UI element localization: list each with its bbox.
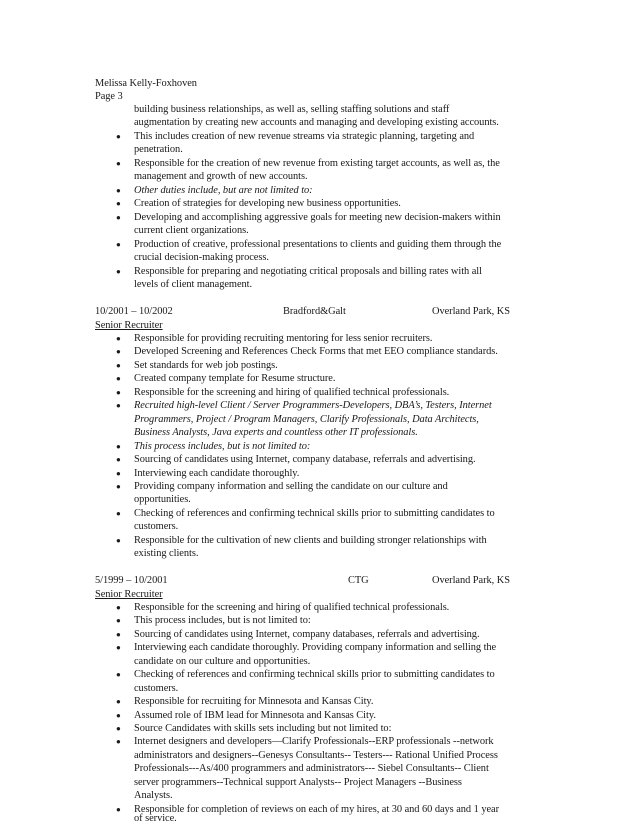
bullet-icon: ● — [116, 603, 121, 612]
bullet-icon: ● — [116, 616, 121, 625]
job-bullet-line: Source Candidates with skills sets including but not limited to: — [134, 723, 392, 734]
job-bullet-line: Set standards for web job postings. — [134, 360, 278, 371]
job-location: Overland Park, KS — [432, 306, 510, 317]
job-dates: 5/1999 – 10/2001 — [95, 575, 168, 586]
job-bullet-line: Created company template for Resume structure. — [134, 373, 336, 384]
job-bullet-line: Responsible for completion of reviews on each of my hires, at 30 and 60 days and 1 year — [134, 804, 499, 815]
job-bullet-line: Checking of references and confirming technical skills prior to submitting candidates to — [134, 508, 495, 519]
bullet-icon: ● — [116, 374, 121, 383]
job-bullet-line: customers. — [134, 683, 179, 694]
bullet-icon: ● — [116, 724, 121, 733]
bullet-icon: ● — [116, 509, 121, 518]
job-bullet-line: customers. — [134, 521, 179, 532]
job-bullet-line: Responsible for recruiting for Minnesota and Kansas City. — [134, 696, 374, 707]
job-title: Senior Recruiter — [95, 589, 163, 600]
bullet-icon: ● — [116, 536, 121, 545]
bullet-icon: ● — [116, 630, 121, 639]
job-bullet-line: Sourcing of candidates using Internet, company databases, referrals and advertising. — [134, 629, 480, 640]
header-page-number: Page 3 — [95, 91, 123, 102]
job-bullet-line: This process includes, but is not limited to: — [134, 441, 311, 452]
intro-bullet-line: Responsible for the creation of new revenue from existing target accounts, as well as, the — [134, 158, 500, 169]
job-bullet-line: Providing company information and selling the candidate on our culture and — [134, 481, 448, 492]
intro-bullet-line: crucial decision-making process. — [134, 252, 269, 263]
bullet-icon: ● — [116, 643, 121, 652]
bullet-icon: ● — [116, 482, 121, 491]
bullet-icon: ● — [116, 737, 121, 746]
bullet-icon: ● — [116, 132, 121, 141]
job-company: CTG — [348, 575, 369, 586]
intro-bullet-line: Responsible for preparing and negotiating critical proposals and billing rates with all — [134, 266, 482, 277]
job-bullet-line: Recruited high-level Client / Server Programmers-Developers, DBA’s, Testers, Internet — [134, 400, 492, 411]
job-bullet-line: of service. — [134, 813, 177, 824]
bullet-icon: ● — [116, 388, 121, 397]
bullet-icon: ● — [116, 240, 121, 249]
bullet-icon: ● — [116, 213, 121, 222]
bullet-icon: ● — [116, 697, 121, 706]
job-bullet-line: Interviewing each candidate thoroughly. Providing company information and selling the — [134, 642, 497, 653]
bullet-icon: ● — [116, 469, 121, 478]
job-bullet-line: Developed Screening and References Check Forms that met EEO compliance standards. — [134, 346, 498, 357]
job-bullet-line: Responsible for providing recruiting mentoring for less senior recruiters. — [134, 333, 433, 344]
bullet-icon: ● — [116, 455, 121, 464]
bullet-icon: ● — [116, 670, 121, 679]
job-bullet-line: Assumed role of IBM lead for Minnesota and Kansas City. — [134, 710, 376, 721]
intro-line: building business relationships, as well as, selling staffing solutions and staff — [134, 104, 450, 115]
job-bullet-line: Internet designers and developers—Clarify Professionals--ERP professionals --network — [134, 736, 494, 747]
job-bullet-line: Sourcing of candidates using Internet, company database, referrals and advertising. — [134, 454, 476, 465]
job-bullet-line: This process includes, but is not limited to: — [134, 615, 311, 626]
job-bullet-line: Responsible for the screening and hiring of qualified technical professionals. — [134, 387, 450, 398]
header-name: Melissa Kelly-Foxhoven — [95, 78, 197, 89]
job-bullet-line: opportunities. — [134, 494, 191, 505]
intro-bullet-line: current client organizations. — [134, 225, 249, 236]
bullet-icon: ● — [116, 159, 121, 168]
job-location: Overland Park, KS — [432, 575, 510, 586]
job-bullet-line: existing clients. — [134, 548, 199, 559]
intro-line: augmentation by creating new accounts and managing and developing existing accounts. — [134, 117, 499, 128]
bullet-icon: ● — [116, 361, 121, 370]
job-bullet-line: Professionals---As/400 programmers and administrators--- Siebel Consultants-- Client — [134, 763, 489, 774]
job-bullet-line: administrators and designers--Genesys Consultants-- Testers--- Rational Unified Process — [134, 750, 498, 761]
job-bullet-line: server programmers--Technical support Analysts-- Project Managers --Business — [134, 777, 462, 788]
job-company: Bradford&Galt — [283, 306, 346, 317]
intro-bullet-line: management and growth of new accounts. — [134, 171, 308, 182]
bullet-icon: ● — [116, 805, 121, 814]
job-bullet-line: Responsible for the screening and hiring of qualified technical professionals. — [134, 602, 450, 613]
intro-bullet-line: Developing and accomplishing aggressive goals for meeting new decision-makers within — [134, 212, 501, 223]
bullet-icon: ● — [116, 186, 121, 195]
bullet-icon: ● — [116, 401, 121, 410]
bullet-icon: ● — [116, 711, 121, 720]
intro-bullet-line: Production of creative, professional presentations to clients and guiding them through the — [134, 239, 502, 250]
job-bullet-line: Checking of references and confirming technical skills prior to submitting candidates to — [134, 669, 495, 680]
bullet-icon: ● — [116, 267, 121, 276]
bullet-icon: ● — [116, 199, 121, 208]
job-bullet-line: Business Analysts, Java experts and countless other IT professionals. — [134, 427, 418, 438]
bullet-icon: ● — [116, 347, 121, 356]
intro-bullet-line: penetration. — [134, 144, 183, 155]
job-bullet-line: candidate on our culture and opportunities. — [134, 656, 311, 667]
job-dates: 10/2001 – 10/2002 — [95, 306, 173, 317]
intro-bullet-line: Other duties include, but are not limited to: — [134, 185, 313, 196]
intro-bullet-line: Creation of strategies for developing new business opportunities. — [134, 198, 401, 209]
job-bullet-line: Interviewing each candidate thoroughly. — [134, 468, 300, 479]
job-bullet-line: Responsible for the cultivation of new clients and building stronger relationships with — [134, 535, 487, 546]
bullet-icon: ● — [116, 334, 121, 343]
intro-bullet-line: This includes creation of new revenue streams via strategic planning, targeting and — [134, 131, 475, 142]
job-title: Senior Recruiter — [95, 320, 163, 331]
bullet-icon: ● — [116, 442, 121, 451]
intro-bullet-line: levels of client management. — [134, 279, 253, 290]
job-bullet-line: Analysts. — [134, 790, 173, 801]
job-bullet-line: Programmers, Project / Program Managers, Clarify Professionals, Data Architects, — [134, 414, 479, 425]
